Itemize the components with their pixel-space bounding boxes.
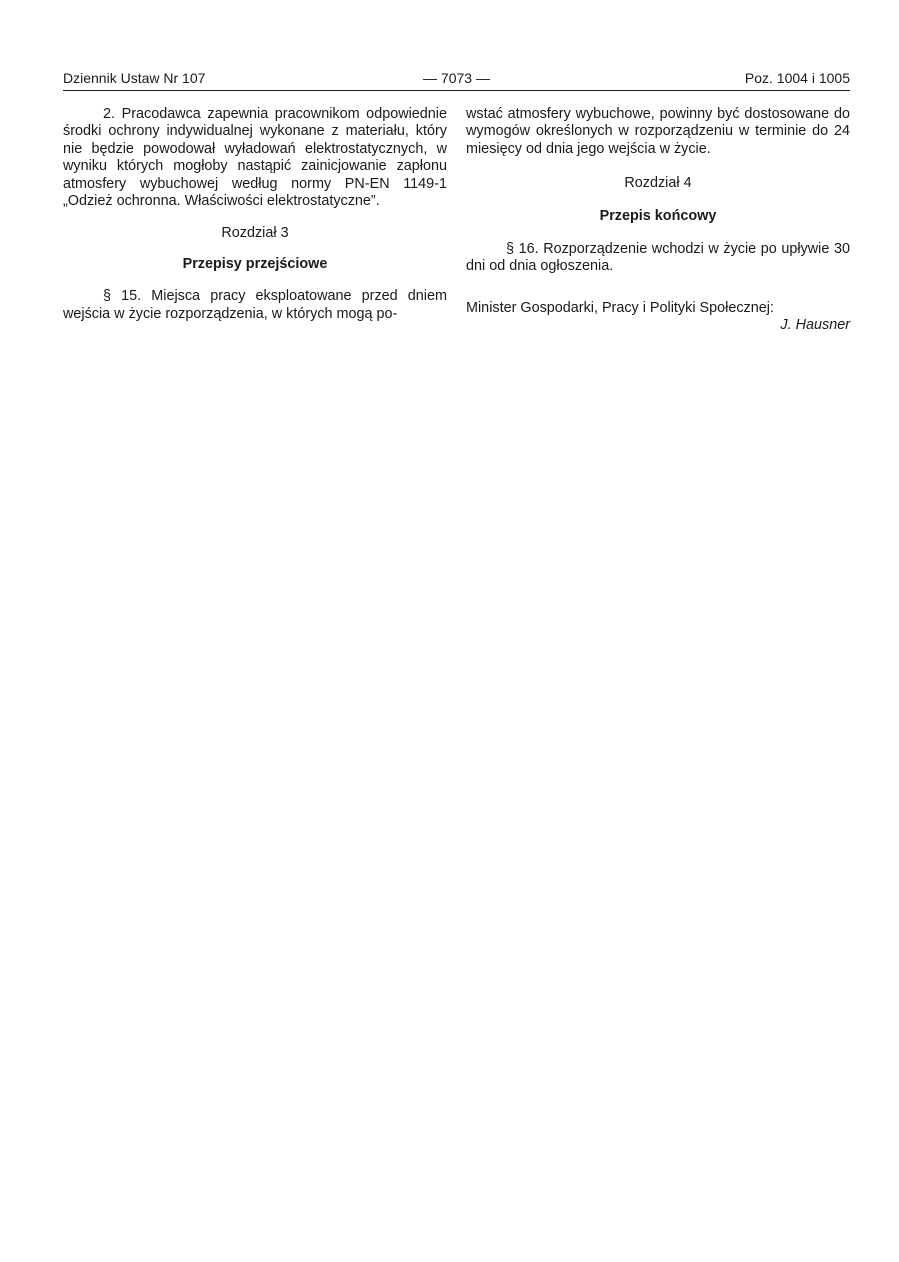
paragraph-2: 2. Pracodawca zapewnia pracownikom odpowiednie środki ochrony indywidualnej wykonane z materiału, który nie będzie powodował wyładowań elektrostatycznych, w wyniku których mogłoby nastąpić zainicjowanie zapłonu atmosfery wybuchowej według normy PN-EN 1149-1 „Odzież ochronna. Właściwości elektrostatyczne”. bbox=[63, 106, 447, 210]
chapter-4-heading: Rozdział 4 bbox=[624, 175, 692, 192]
header-rule bbox=[63, 90, 850, 91]
section-15-end: wstać atmosfery wybuchowe, powinny być dostosowane do wymogów określonych w rozporządzeniu w terminie do 24 miesięcy od dnia jego wejścia w życie. bbox=[466, 106, 850, 157]
left-column bbox=[63, 106, 447, 323]
position-reference: Poz. 1004 i 1005 bbox=[744, 70, 850, 86]
page-header bbox=[63, 69, 850, 89]
journal-title: Dziennik Ustaw Nr 107 bbox=[63, 70, 206, 86]
right-column bbox=[466, 106, 850, 335]
section-15-start: § 15. Miejsca pracy eksploatowane przed dniem wejścia w życie rozporządzenia, w których mogą po- bbox=[63, 288, 447, 322]
signature: J. Hausner bbox=[780, 317, 850, 334]
chapter-4-title: Przepis końcowy bbox=[599, 207, 717, 224]
chapter-3-heading: Rozdział 3 bbox=[221, 225, 289, 242]
section-16: § 16. Rozporządzenie wchodzi w życie po upływie 30 dni od dnia ogłoszenia. bbox=[466, 241, 850, 275]
chapter-3-title: Przepisy przejściowe bbox=[182, 255, 328, 272]
minister-line: Minister Gospodarki, Pracy i Polityki Społecznej: bbox=[466, 299, 774, 316]
page-number: — 7073 — bbox=[423, 70, 490, 86]
